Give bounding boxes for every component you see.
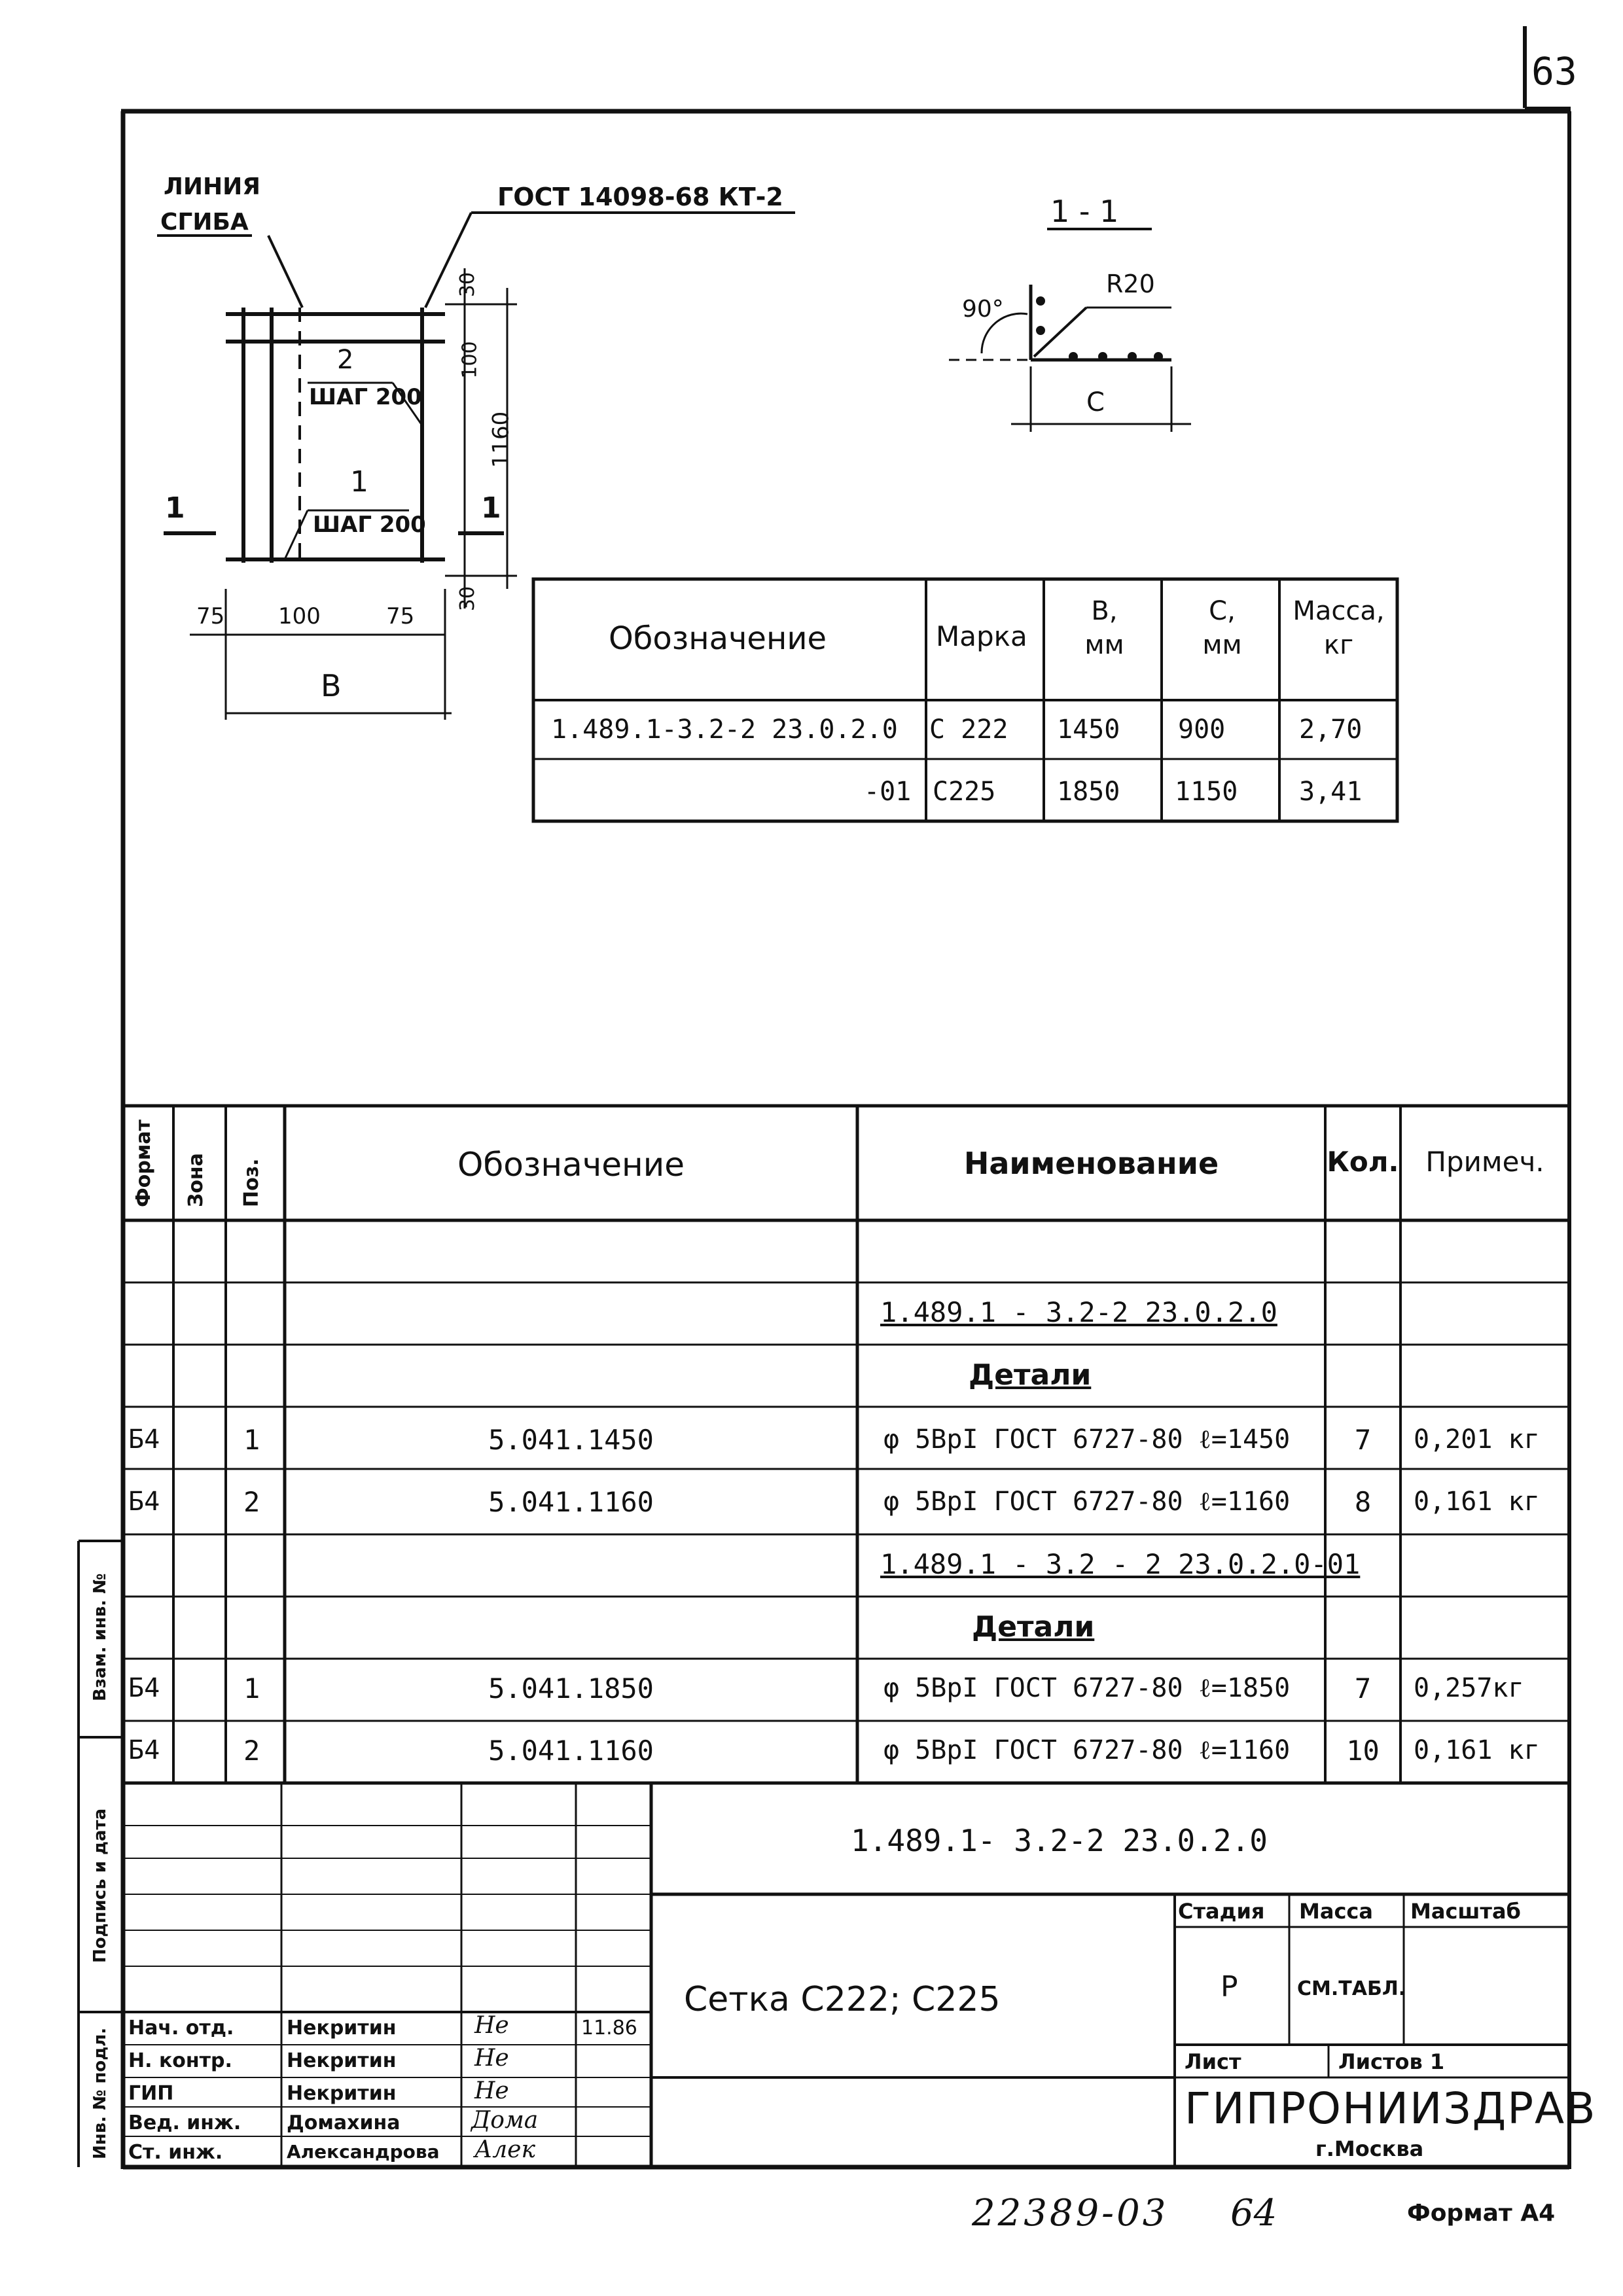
spec-header-zone: Зона <box>185 1153 207 1207</box>
bend-line-label-1: ЛИНИЯ <box>164 173 261 200</box>
spec-row5-name: φ 5ВрI ГОСТ 6727-80 ℓ=1160 <box>883 1487 1291 1517</box>
spec-row3-name: Детали <box>969 1358 1092 1392</box>
spec-row9-designation: 5.041.1160 <box>488 1735 654 1767</box>
spec-row8-note: 0,257кг <box>1414 1673 1524 1703</box>
signer4-role: Вед. инж. <box>128 2111 241 2134</box>
spec-row4-note: 0,201 кг <box>1414 1424 1540 1455</box>
spec-header-qty: Кол. <box>1327 1146 1399 1178</box>
gost-label: ГОСТ 14098-68 КТ-2 <box>497 183 783 211</box>
side-sign-date: Подпись и дата <box>90 1808 110 1963</box>
spec-row6-name: 1.489.1 - 3.2 - 2 23.0.2.0-01 <box>880 1548 1361 1580</box>
signer3-signature: Не <box>474 2077 509 2104</box>
dim-100: 100 <box>458 341 482 379</box>
param-row2-mass: 3,41 <box>1299 777 1363 807</box>
spec-row7-name: Детали <box>972 1610 1095 1644</box>
spec-row4-designation: 5.041.1450 <box>488 1424 654 1456</box>
signer5-role: Ст. инж. <box>128 2141 223 2164</box>
spec-row4-pos: 1 <box>243 1424 260 1456</box>
param-row1-designation: 1.489.1-3.2-2 23.0.2.0 <box>551 715 898 745</box>
dim-b: В <box>321 668 342 703</box>
scale-label: Масштаб <box>1410 1899 1521 1924</box>
param-row2-mark: С225 <box>933 777 996 807</box>
section-sketch <box>949 229 1191 432</box>
dim-100-bottom: 100 <box>278 603 321 629</box>
section-title: 1 - 1 <box>1050 194 1119 229</box>
bend-radius: R20 <box>1106 270 1155 298</box>
spec-row4-qty: 7 <box>1354 1424 1372 1456</box>
bend-line-label-2: СГИБА <box>160 209 249 236</box>
org-name: ГИПРОНИИЗДРАВ <box>1185 2083 1597 2134</box>
dim-c: С <box>1086 387 1105 417</box>
dim-30-bottom: 30 <box>456 586 480 612</box>
spec-header-format: Формат <box>132 1120 155 1207</box>
signer4-name: Домахина <box>287 2111 401 2134</box>
bend-angle: 90° <box>962 296 1004 323</box>
footer-format: Формат А4 <box>1407 2200 1556 2227</box>
param-header-b: В, мм <box>1084 596 1124 660</box>
spec-header-designation: Обозначение <box>457 1146 685 1184</box>
spec-row9-note: 0,161 кг <box>1414 1735 1540 1765</box>
sheet-label: Лист <box>1185 2049 1241 2074</box>
spec-row9-name: φ 5ВрI ГОСТ 6727-80 ℓ=1160 <box>883 1735 1291 1765</box>
stage-label: Стадия <box>1178 1899 1265 1924</box>
param-header-mass: Масса, кг <box>1293 596 1385 660</box>
footer-page: 64 <box>1230 2192 1277 2234</box>
cut-mark-left: 1 <box>165 491 185 525</box>
signer3-role: ГИП <box>128 2082 174 2105</box>
signer1-signature: Не <box>474 2012 509 2039</box>
spec-row8-format: Б4 <box>128 1673 160 1703</box>
param-header-designation: Обозначение <box>609 620 827 657</box>
spec-header-pos: Поз. <box>240 1158 263 1207</box>
spec-row5-pos: 2 <box>243 1486 260 1518</box>
spec-row5-qty: 8 <box>1354 1486 1372 1518</box>
signer2-role: Н. контр. <box>128 2049 232 2072</box>
mass-label: Масса <box>1299 1899 1373 1924</box>
signer4-signature: Дома <box>471 2107 539 2134</box>
spec-header-name: Наименование <box>963 1146 1219 1181</box>
signer5-signature: Алек <box>474 2136 535 2163</box>
sheets-label: Листов 1 <box>1338 2049 1445 2074</box>
doc-code: 1.489.1- 3.2-2 23.0.2.0 <box>851 1823 1268 1858</box>
param-row1-mark: С 222 <box>929 715 1008 745</box>
bar1-step: ШАГ 200 <box>313 512 426 538</box>
signer3-name: Некритин <box>287 2082 397 2105</box>
spec-row8-designation: 5.041.1850 <box>488 1672 654 1704</box>
spec-row9-format: Б4 <box>128 1735 160 1765</box>
mass-value: СМ.ТАБЛ. <box>1297 1977 1406 2000</box>
signer1-role: Нач. отд. <box>128 2017 234 2040</box>
param-header-c: С, мм <box>1202 596 1242 660</box>
side-inv-orig: Инв. № подл. <box>90 2027 110 2159</box>
bar2-step: ШАГ 200 <box>309 384 422 410</box>
spec-row9-pos: 2 <box>243 1735 260 1767</box>
stage-value: Р <box>1221 1970 1238 2004</box>
spec-row4-format: Б4 <box>128 1424 160 1455</box>
page-number: 63 <box>1531 49 1577 94</box>
dim-1160: 1160 <box>488 411 514 468</box>
spec-header-note: Примеч. <box>1425 1146 1544 1178</box>
param-header-mark: Марка <box>936 620 1027 652</box>
side-inv-replace: Взам. инв. № <box>90 1573 110 1701</box>
param-row1-mass: 2,70 <box>1299 715 1363 745</box>
dim-75-right: 75 <box>386 603 415 629</box>
param-row1-b: 1450 <box>1057 715 1120 745</box>
spec-row2-name: 1.489.1 - 3.2-2 23.0.2.0 <box>880 1296 1277 1328</box>
spec-row5-designation: 5.041.1160 <box>488 1486 654 1518</box>
spec-row5-note: 0,161 кг <box>1414 1487 1540 1517</box>
param-row2-c: 1150 <box>1175 777 1238 807</box>
spec-row8-name: φ 5ВрI ГОСТ 6727-80 ℓ=1850 <box>883 1673 1291 1703</box>
signer2-signature: Не <box>474 2045 509 2072</box>
bar1-pos: 1 <box>350 465 368 499</box>
org-city: г.Москва <box>1315 2136 1424 2161</box>
bar2-pos: 2 <box>337 345 354 375</box>
dim-30-top: 30 <box>456 272 480 298</box>
spec-row4-name: φ 5ВрI ГОСТ 6727-80 ℓ=1450 <box>883 1424 1291 1455</box>
spec-row5-format: Б4 <box>128 1487 160 1517</box>
signer1-name: Некритин <box>287 2017 397 2040</box>
signer2-name: Некритин <box>287 2049 397 2072</box>
spec-row9-qty: 10 <box>1346 1735 1380 1767</box>
signer5-name: Александрова <box>287 2141 440 2163</box>
param-row2-b: 1850 <box>1057 777 1120 807</box>
spec-row8-pos: 1 <box>243 1672 260 1704</box>
dim-75-left: 75 <box>196 603 225 629</box>
footer-inv-number: 22389-03 <box>972 2192 1169 2234</box>
spec-row8-qty: 7 <box>1354 1672 1372 1704</box>
param-row2-designation: -01 <box>864 777 912 807</box>
signer1-date: 11.86 <box>581 2017 637 2040</box>
param-row1-c: 900 <box>1178 715 1226 745</box>
cut-mark-right: 1 <box>481 491 501 525</box>
drawing-title: Сетка С222; С225 <box>684 1980 1001 2019</box>
